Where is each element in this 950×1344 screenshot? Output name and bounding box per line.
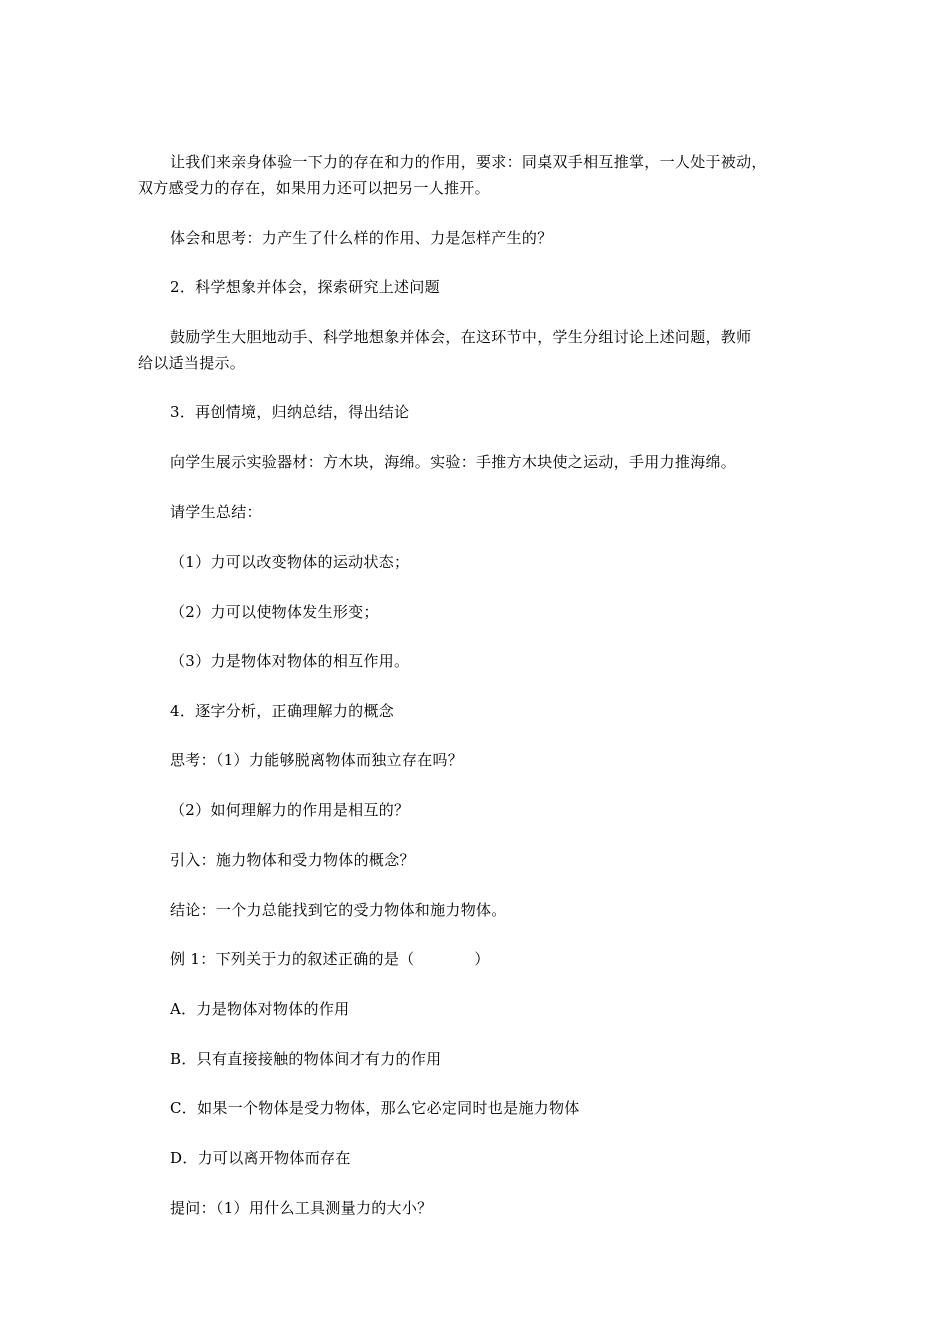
paragraph-line: 给以适当提示。 — [138, 354, 246, 372]
paragraph: （2）如何理解力的作用是相互的？ — [170, 801, 410, 819]
paragraph: 体会和思考：力产生了什么样的作用、力是怎样产生的？ — [170, 229, 553, 247]
paragraph: 引入：施力物体和受力物体的概念？ — [170, 851, 415, 869]
section-heading: 4．逐字分析，正确理解力的概念 — [170, 702, 395, 720]
paragraph: 提问：（1）用什么工具测量力的大小？ — [170, 1199, 433, 1217]
paragraph-line: 双方感受力的存在，如果用力还可以把另一人推开。 — [138, 179, 490, 197]
section-heading: 2．科学想象并体会，探索研究上述问题 — [170, 278, 440, 296]
paragraph: 结论：一个力总能找到它的受力物体和施力物体。 — [170, 901, 507, 919]
option-c: C．如果一个物体是受力物体，那么它必定同时也是施力物体 — [170, 1099, 580, 1117]
option-d: D．力可以离开物体而存在 — [170, 1149, 351, 1167]
option-b: B．只有直接接触的物体间才有力的作用 — [170, 1050, 442, 1068]
example-question — [170, 949, 490, 969]
paragraph-line: 让我们来亲身体验一下力的存在和力的作用，要求：同桌双手相互推掌，一人处于被动， — [170, 153, 767, 171]
example-prefix: 例 1：下列关于力的叙述正确的是（ — [170, 950, 415, 968]
list-item: （2）力可以使物体发生形变； — [170, 603, 379, 621]
option-a: A．力是物体对物体的作用 — [170, 1000, 350, 1018]
paragraph-line: 鼓励学生大胆地动手、科学地想象并体会，在这环节中，学生分组讨论上述问题，教师 — [170, 328, 752, 346]
paragraph: 请学生总结： — [170, 503, 262, 521]
paragraph: 向学生展示实验器材：方木块，海绵。实验：手推方木块使之运动，手用力推海绵。 — [170, 453, 737, 471]
paragraph: 思考：（1）力能够脱离物体而独立存在吗？ — [170, 751, 464, 769]
section-heading: 3．再创情境，归纳总结，得出结论 — [170, 403, 410, 421]
list-item: （3）力是物体对物体的相互作用。 — [170, 652, 410, 670]
list-item: （1）力可以改变物体的运动状态； — [170, 553, 410, 571]
example-suffix: ） — [474, 950, 490, 968]
